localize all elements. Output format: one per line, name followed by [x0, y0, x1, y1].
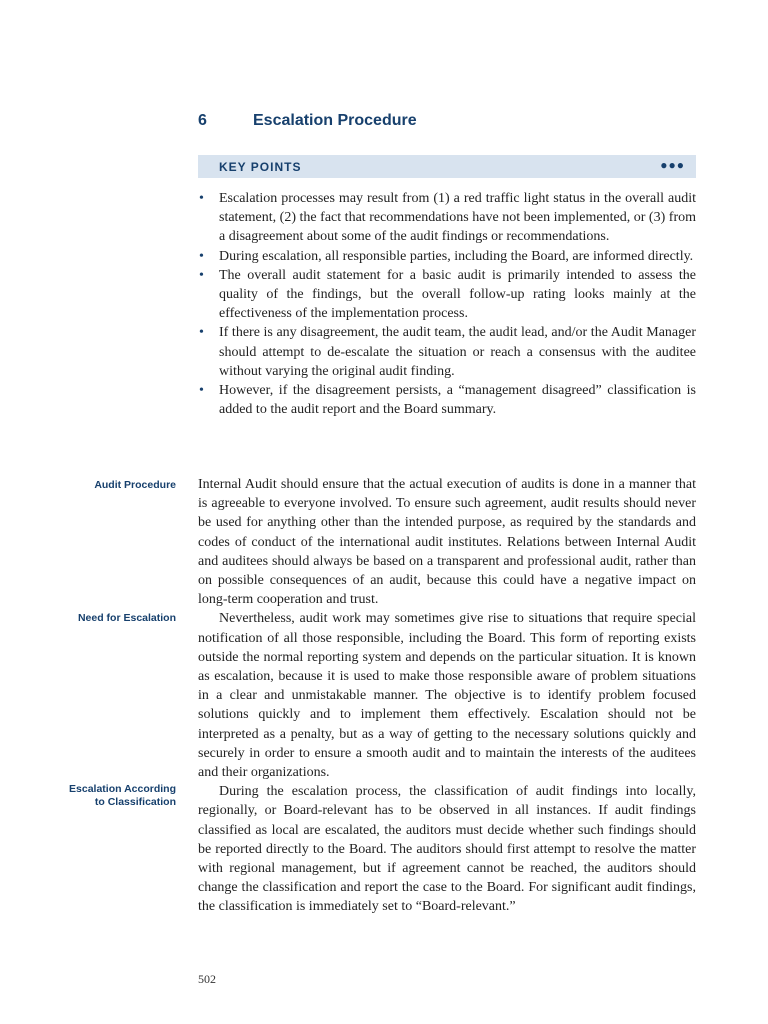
list-item: [198, 266, 696, 324]
margin-note-need-for-escalation: Need for Escalation: [77, 612, 176, 624]
key-points-dots-icon: ●●●: [660, 158, 685, 172]
key-points-label: KEY POINTS: [219, 160, 302, 174]
chapter-title: Escalation Procedure: [253, 112, 417, 129]
margin-note-audit-procedure: Audit Procedure: [94, 479, 176, 491]
key-points-list: [198, 189, 696, 419]
paragraph-escalation-classification: During the escalation process, the classification of audit findings into locally, regionally, or Board-relevant has to be observed in all instances. If audit findings classified as local are escalated, the auditors must decide whether such findings should be reported directly to the Board. The auditors should first attempt to resolve the matter with regional management, but if agreement cannot be reached, the auditors should change the classification and report the case to the Board. For significant audit findings, the classification is immediately set to “Board-relevant.”: [198, 784, 696, 915]
body-text: [198, 475, 696, 917]
list-item: [198, 381, 696, 419]
margin-note-escalation-according: [40, 783, 176, 809]
margin-note-line: to Classification: [94, 796, 176, 808]
chapter-heading: [198, 110, 696, 134]
list-item: [198, 247, 696, 266]
bullet-icon: •: [199, 248, 204, 264]
bullet-icon: •: [199, 191, 204, 206]
list-item-text: If there is any disagreement, the audit team, the audit lead, and/or the Audit Manager should attempt to de-escalate the situation or reach a consensus with the auditee without varying the original audit finding.: [219, 325, 696, 379]
bullet-icon: •: [199, 325, 204, 341]
page-number: 502: [198, 972, 216, 986]
paragraph-need-for-escalation: Nevertheless, audit work may sometimes give rise to situations that require special notification of all those responsible, including the Board. This form of reporting exists outside the normal reporting system and depends on the particular situation. It is known as escalation, because it is used to make those responsible aware of problem situations in a clear and unmistakable manner. The objective is to identify problem focused solutions quickly and to implement them effectively. Escalation should not be interpreted as a penalty, but as a way of getting to the necessary solutions quickly and securely in order to ensure a smooth audit and to maintain the interests of the auditees and their organizations.: [198, 611, 696, 781]
key-points-bar: [198, 155, 696, 178]
list-item-text: However, if the disagreement persists, a “management disagreed” classification is added to the audit report and the Board summary.: [219, 383, 696, 418]
margin-note-line: Escalation According: [69, 783, 176, 795]
list-item-text: The overall audit statement for a basic audit is primarily intended to assess the quality of the findings, but the overall follow-up rating looks mainly at the effectiveness of the implementation process.: [219, 267, 696, 322]
bullet-icon: •: [199, 383, 204, 399]
chapter-number: 6: [198, 112, 207, 129]
list-item-text: During escalation, all responsible parties, including the Board, are informed directly.: [219, 248, 694, 264]
list-item: [198, 189, 696, 247]
paragraph-audit-procedure: Internal Audit should ensure that the actual execution of audits is done in a manner that is agreeable to everyone involved. To ensure such agreement, audit results should never be used for anything other than the intended purpose, as required by the standards and codes of conduct of the international audit institutes. Relations between Internal Audit and auditees should always be based on a transparent and professional audit, rather than on possible consequences of an audit, because this could have a negative impact on long-term cooperation and trust.: [198, 477, 696, 608]
list-item: [198, 323, 696, 381]
bullet-icon: •: [199, 267, 204, 283]
list-item-text: Escalation processes may result from (1) a red traffic light status in the overall audit statement, (2) the fact that recommendations have not been implemented, or (3) from a disagreement about some of the audit findings or recommendations.: [219, 191, 696, 245]
